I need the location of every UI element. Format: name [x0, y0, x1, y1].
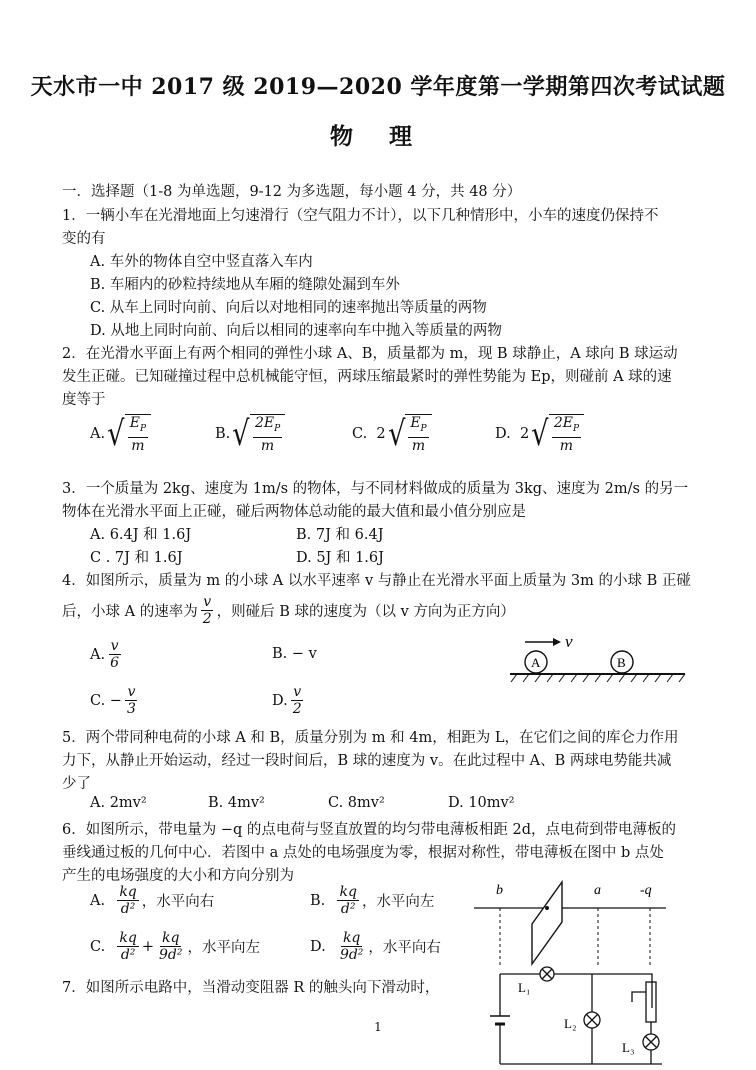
q1-stem-line2: 变的有	[62, 231, 106, 247]
q2-c-denominator: m	[411, 437, 426, 454]
q3-stem-line1: 3．一个质量为 2kg、速度为 1m/s 的物体，与不同材料做成的质量为 3kg、速度为 2m/s 的另一	[62, 481, 689, 497]
q6-option-d	[310, 930, 441, 963]
q5-option-a: A. 2mv²	[90, 795, 147, 811]
q3-option-b: B. 7J 和 6.4J	[296, 527, 384, 543]
q2-stem-line1: 2．在光滑水平面上有两个相同的弹性小球 A、B，质量都为 m，现 B 球静止，A 球向 B 球运动	[62, 346, 678, 362]
q7-circuit-figure	[482, 960, 682, 1068]
q3-option-a: A. 6.4J 和 1.6J	[90, 527, 192, 543]
sqrt-expression: √ $2E_P$ m	[529, 414, 584, 454]
q4-option-c-label: C. −	[90, 692, 122, 709]
plate-center	[545, 906, 549, 910]
q6-option-a	[90, 884, 214, 917]
q4-option-a-label: A.	[90, 646, 106, 663]
q5-stem-line1: 5．两个带同种电荷的小球 A 和 B，质量分别为 m 和 4m，相距为 L，在它们之间的库仑力作用	[62, 730, 679, 746]
q6-option-c	[90, 930, 260, 963]
q2-option-c-label: C.	[352, 425, 368, 442]
q6-option-d-label: D.	[310, 938, 326, 955]
q2-stem-line3: 度等于	[62, 392, 106, 408]
q4-a-den: 6	[110, 655, 120, 671]
q6-option-a-direction: ，水平向右	[141, 894, 215, 910]
ball-a-label: A	[531, 655, 541, 670]
q4-collision-figure	[505, 628, 690, 690]
q4-stem-line2b: ，则碰后 B 球的速度为（以 v 方向为正方向）	[216, 604, 515, 620]
rheostat-slider	[632, 992, 646, 1002]
q1-stem-line1: 1．一辆小车在光滑地面上匀速滑行（空气阻力不计），以下几种情形中，小车的速度仍保持不	[62, 208, 659, 224]
sqrt-expression: √ $2E_P$ m	[230, 414, 285, 454]
q4-frac-den: 2	[202, 611, 212, 627]
q2-option-d	[495, 414, 584, 454]
q2-d-coef: 2	[519, 425, 530, 442]
q4-option-c	[90, 684, 141, 717]
velocity-label: v	[565, 632, 573, 651]
section-heading: 一．选择题（1-8 为单选题，9-12 为多选题，每小题 4 分，共 48 分）	[62, 184, 522, 200]
q4-stem-line2a: 后，小球 A 的速率为	[62, 604, 198, 620]
q2-option-b-label: B.	[215, 425, 231, 442]
q6-d-den: 9d²	[339, 947, 364, 963]
top-wire-right	[554, 974, 652, 1008]
q2-stem-line2: 发生正碰。已知碰撞过程中总机械能守恒，两球压缩最紧时的弹性势能为 Ep，则碰前 A 球的速	[62, 369, 672, 385]
q6-a-den: d²	[120, 901, 136, 917]
q4-a-num: v	[110, 638, 119, 654]
q6-c-num2: kq	[162, 930, 180, 946]
q6-option-b-direction: ，水平向左	[361, 894, 435, 910]
subject-title: 物 理	[329, 123, 426, 150]
q3-stem-line2: 物体在光滑水平面上正碰，碰后两物体总动能的最大值和最小值分别应是	[62, 504, 526, 520]
l1-label: L₁	[518, 980, 531, 995]
q6-stem-line1: 6．如图所示，带电量为 −q 的点电荷与竖直放置的均匀带电薄板相距 2d，点电荷到带电薄板的	[62, 822, 676, 838]
charge-label: -q	[640, 883, 652, 898]
q4-d-num: v	[293, 684, 302, 700]
q4-d-den: 2	[292, 701, 302, 717]
q6-option-b	[310, 884, 434, 917]
q4-option-d	[272, 684, 307, 717]
q2-option-d-label: D.	[495, 425, 511, 442]
q6-option-d-direction: ，水平向右	[368, 940, 441, 956]
q1-option-d: D. 从地上同时向前、向后以相同的速率向车中抛入等质量的两物	[90, 323, 502, 339]
exam-title: 天水市一中 2017 级 2019—2020 学年度第一学期第四次考试试题	[30, 74, 726, 100]
q2-b-subscript: P	[274, 423, 281, 434]
q5-option-c: C. 8mv²	[328, 795, 385, 811]
q6-c-den2: 9d²	[159, 947, 183, 963]
q6-option-b-label: B.	[310, 892, 326, 909]
q5-option-d: D. 10mv²	[448, 795, 515, 811]
q4-frac-num: v	[203, 594, 212, 610]
point-b-label: b	[496, 883, 503, 898]
q4-c-den: 3	[126, 701, 136, 717]
q6-c-den1: d²	[120, 947, 136, 963]
q6-option-c-label: C.	[90, 938, 106, 955]
l2-label: L₂	[564, 1016, 577, 1031]
q2-a-denominator: m	[131, 437, 145, 454]
ground-hatching	[511, 674, 685, 682]
q6-b-num: kq	[339, 884, 357, 900]
q6-b-den: d²	[340, 901, 356, 917]
q2-b-denominator: m	[260, 437, 275, 454]
q2-c-subscript: P	[420, 423, 427, 434]
q4-stem-line2	[62, 594, 515, 627]
q5-option-b: B. 4mv²	[208, 795, 265, 811]
q4-stem-line1: 4．如图所示，质量为 m 的小球 A 以水平速率 v 与静止在光滑水平面上质量为 3m 的小球 B 正碰	[62, 573, 691, 589]
q2-option-a	[90, 414, 151, 454]
q4-c-num: v	[127, 684, 136, 700]
q2-d-numerator: 2E	[553, 415, 573, 431]
q6-stem-line2: 垂线通过板的几何中心．若图中 a 点处的电场强度为零，根据对称性，带电薄板在图中 b 点处	[62, 845, 664, 861]
q2-a-subscript: P	[140, 423, 147, 434]
q4-option-d-label: D.	[272, 692, 288, 709]
q2-option-c	[352, 414, 432, 454]
q3-option-d: D. 5J 和 1.6J	[296, 550, 384, 566]
q6-a-num: kq	[119, 884, 137, 900]
q6-d-num: kq	[342, 930, 361, 946]
sqrt-expression: √ $E_P$ m	[105, 414, 151, 454]
rheostat-r	[646, 982, 656, 1022]
q6-plate-figure	[470, 876, 692, 968]
q1-option-b: B. 车厢内的砂粒持续地从车厢的缝隙处漏到车外	[90, 277, 400, 293]
q2-d-denominator: m	[559, 437, 574, 454]
q2-option-b	[215, 414, 285, 454]
q2-b-numerator: 2E	[254, 415, 275, 431]
sqrt-expression: √ $E_P$ m	[386, 414, 432, 454]
arrow-head-icon	[553, 638, 561, 646]
q7-stem-line1: 7．如图所示电路中，当滑动变阻器 R 的触头向下滑动时，	[62, 980, 440, 996]
q6-stem-line3: 产生的电场强度的大小和方向分别为	[62, 868, 294, 884]
q6-option-a-label: A.	[90, 892, 106, 909]
q2-a-numerator: E	[129, 415, 140, 431]
q3-option-c: C . 7J 和 1.6J	[90, 550, 183, 566]
q5-stem-line3: 少了	[62, 776, 91, 792]
q2-option-a-label: A.	[90, 425, 106, 442]
point-a-label: a	[594, 883, 601, 898]
q5-stem-line2: 力下，从静止开始运动，经过一段时间后，B 球的速度为 v。在此过程中 A、B 两球电势能共减	[62, 753, 672, 769]
q2-d-subscript: P	[572, 423, 580, 434]
q6-c-plus: +	[141, 938, 155, 955]
q2-c-numerator: E	[410, 415, 421, 431]
l3-label: L₃	[622, 1040, 635, 1055]
q1-option-a: A. 车外的物体自空中竖直落入车内	[90, 254, 313, 270]
q6-c-num1: kq	[119, 930, 137, 946]
q4-option-b: B. − v	[272, 646, 317, 662]
q6-option-c-direction: ，水平向左	[187, 940, 260, 956]
ball-b-label: B	[617, 655, 626, 670]
q4-option-a	[90, 638, 124, 671]
q1-option-c: C. 从车上同时向前、向后以对地相同的速率抛出等质量的两物	[90, 300, 487, 316]
q2-c-coef: 2	[376, 425, 386, 442]
charged-plate	[532, 882, 562, 964]
page-number: 1	[374, 1020, 382, 1034]
